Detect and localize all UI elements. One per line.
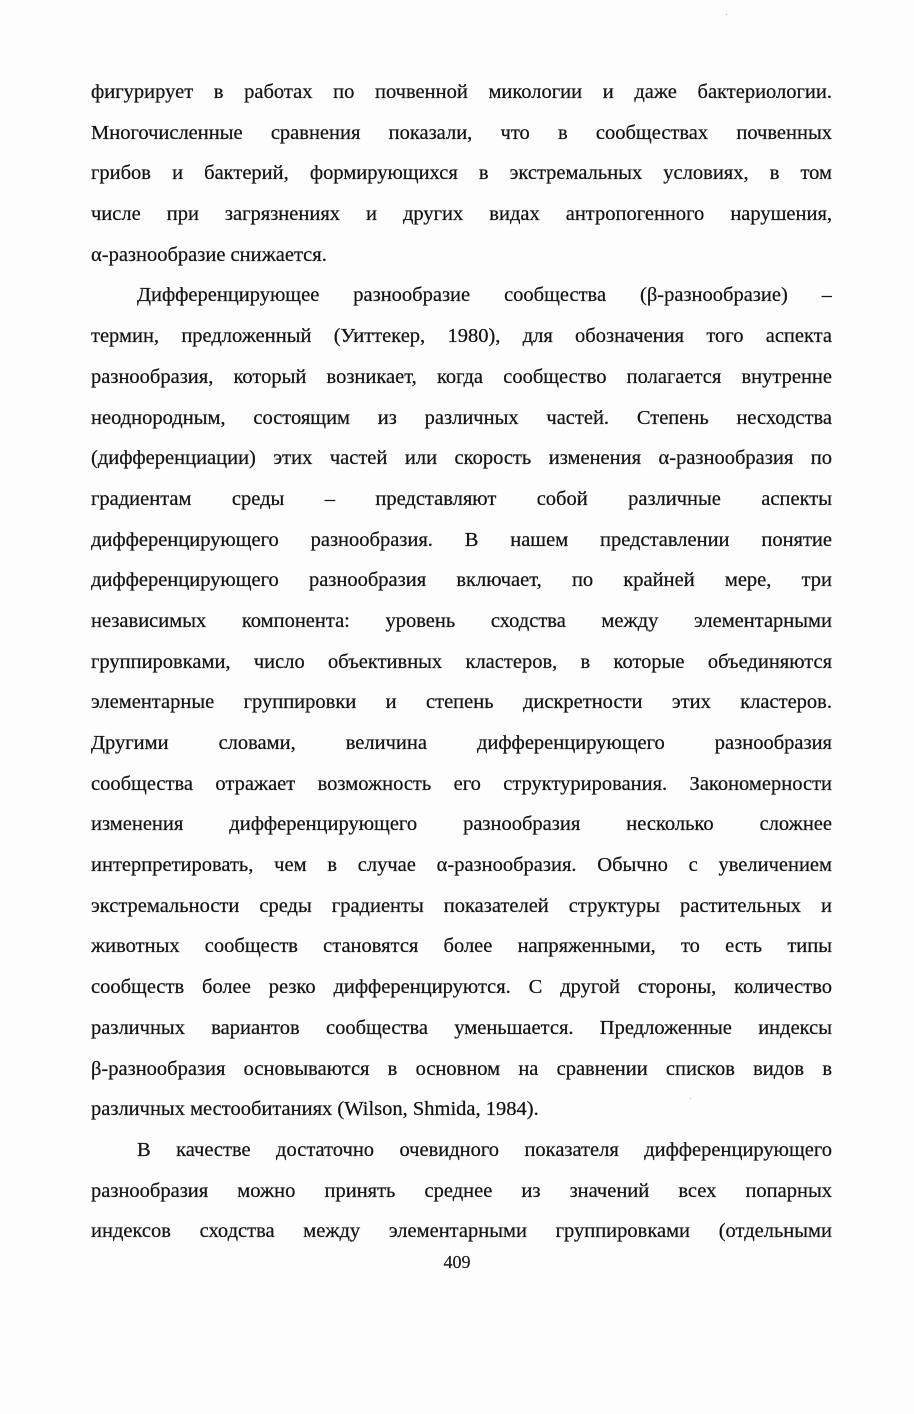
scan-speck: [726, 14, 727, 15]
text-line: α-разнообразие снижается.: [91, 243, 327, 266]
text-line: элементарные группировки и степень дискретности этих кластеров.: [91, 691, 832, 714]
text-line: β-разнообразия основываются в основном на сравнении списков видов в: [91, 1057, 832, 1080]
text-line: дифференцирующего разнообразия включает, по крайней мере, три: [91, 569, 832, 592]
text-line: грибов и бактерий, формирующихся в экстремальных условиях, в том: [91, 162, 832, 185]
text-line: индексов сходства между элементарными группировками (отдельными: [91, 1220, 832, 1243]
text-line: группировками, число объективных кластеров, в которые объединяются: [91, 650, 832, 673]
paragraph: [91, 275, 832, 1129]
text-line: независимых компонента: уровень сходства между элементарными: [91, 609, 832, 632]
text-line: разнообразия, который возникает, когда сообщество полагается внутренне: [91, 365, 832, 388]
text-line: термин, предложенный (Уиттекер, 1980), для обозначения того аспекта: [91, 325, 832, 348]
text-line: различных местообитаниях (Wilson, Shmida, 1984).: [91, 1098, 539, 1121]
text-line: В качестве достаточно очевидного показателя дифференцирующего: [137, 1138, 832, 1161]
text-line: сообщества отражает возможность его структурирования. Закономерности: [91, 772, 832, 795]
text-line: (дифференциации) этих частей или скорость изменения α-разнообразия по: [91, 447, 832, 470]
text-line: изменения дифференцирующего разнообразия несколько сложнее: [91, 813, 832, 836]
scan-speck: [690, 1098, 691, 1099]
text-line: Дифференцирующее разнообразие сообщества (β-разнообразие) –: [137, 284, 832, 307]
text-line: дифференцирующего разнообразия. В нашем представлении понятие: [91, 528, 832, 551]
text-line: интерпретировать, чем в случае α-разнообразия. Обычно с увеличением: [91, 854, 832, 877]
text-line: неоднородным, состоящим из различных частей. Степень несходства: [91, 406, 832, 429]
text-line: градиентам среды – представляют собой различные аспекты: [91, 487, 832, 510]
text-line: животных сообществ становятся более напряженными, то есть типы: [91, 935, 832, 958]
paragraph: [91, 1130, 832, 1252]
text-line: Многочисленные сравнения показали, что в сообществах почвенных: [91, 121, 832, 144]
text-line: Другими словами, величина дифференцирующего разнообразия: [91, 732, 832, 754]
text-line: фигурирует в работах по почвенной микологии и даже бактериологии.: [91, 81, 832, 103]
paragraph: [91, 72, 832, 275]
page-number: 409: [443, 1252, 471, 1272]
text-line: числе при загрязнениях и других видах антропогенного нарушения,: [91, 203, 832, 226]
body-text: [91, 72, 832, 1252]
text-line: сообществ более резко дифференцируются. С другой стороны, количество: [91, 976, 832, 999]
text-line: экстремальности среды градиенты показателей структуры растительных и: [91, 894, 832, 917]
text-line: различных вариантов сообщества уменьшается. Предложенные индексы: [91, 1016, 832, 1039]
text-line: разнообразия можно принять среднее из значений всех попарных: [91, 1179, 832, 1202]
